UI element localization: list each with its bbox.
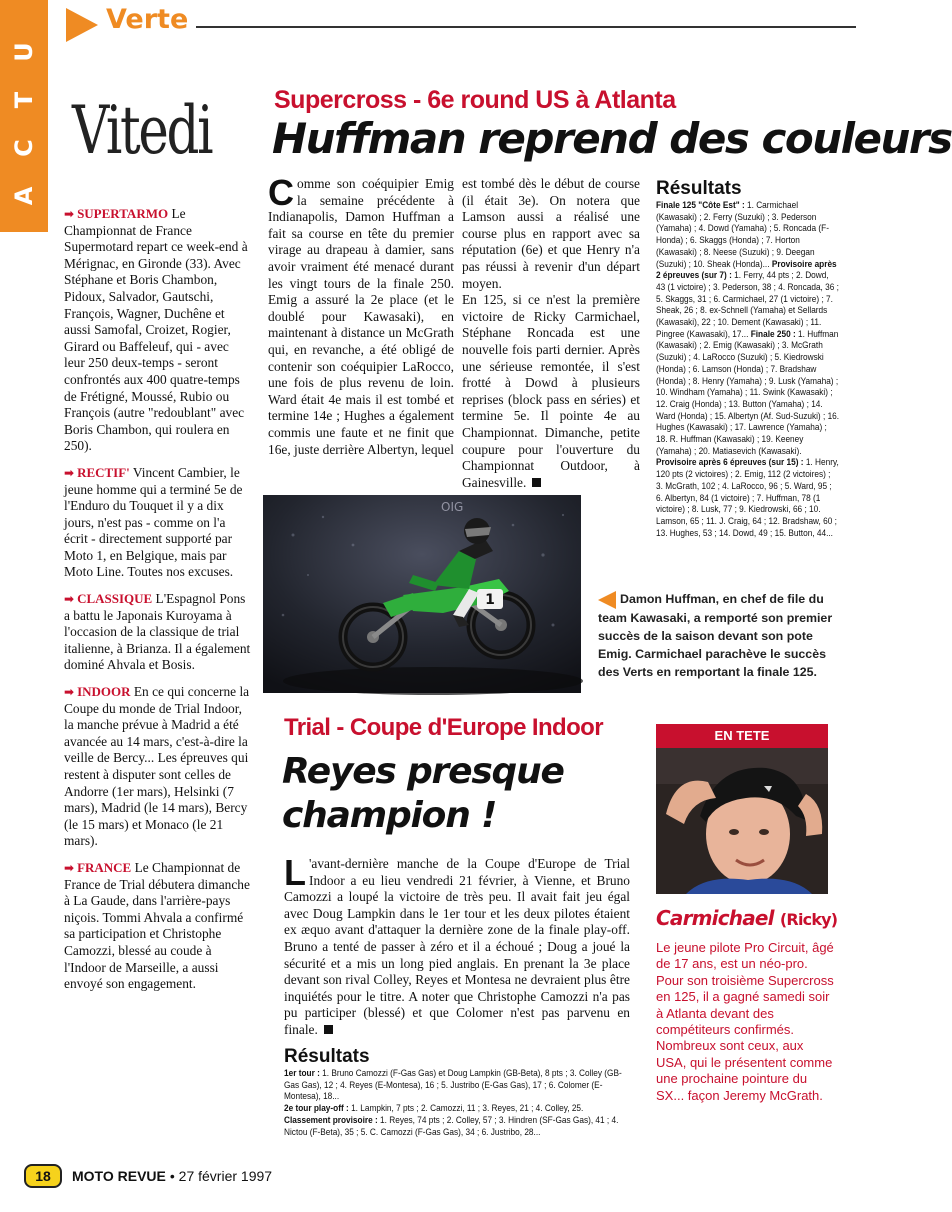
supercross-column-1: [268, 172, 454, 458]
end-mark-icon: [324, 1025, 333, 1034]
section-arrow-icon: [66, 8, 98, 42]
brief-item: [64, 591, 252, 674]
section-rule: [196, 26, 856, 28]
vitedi-briefs: [64, 206, 252, 1003]
brief-keyword: ➡ CLASSIQUE: [64, 591, 153, 607]
entete-label: EN TETE: [656, 724, 828, 748]
supercross-photo: [263, 495, 581, 693]
arrow-right-icon: ➡: [64, 685, 75, 700]
brief-keyword: ➡ RECTIF': [64, 464, 130, 480]
brief-keyword: ➡ SUPERTARMO: [64, 206, 169, 221]
brief-text: Vincent Cambier, le jeune homme qui a terminé 5e de l'Enduro du Touquet il y a dix jours, n'est pas - comme on l'a écrit - directement supporté par Moto 1, en Belgique, mais par Moto Line. Toutes nos excuses.: [64, 464, 243, 580]
side-letter: U: [10, 42, 38, 62]
article-paragraph: est tombé dès le début de course (il était 3e). On notera que Lamson aussi a réalisé une course plus en rapport avec sa réputation (6e) et que Henry n'a pas réussi à revenir d'un départ moyen.: [462, 176, 640, 291]
rider-portrait-illustration: [656, 724, 828, 894]
arrow-right-icon: ➡: [64, 465, 75, 480]
publication-date: • 27 février 1997: [169, 1168, 273, 1184]
section-side-bar: [0, 0, 48, 232]
supercross-headline: Huffman reprend des couleurs: [272, 114, 952, 163]
dropcap: L: [284, 852, 306, 893]
side-letter: A: [10, 186, 38, 206]
trial-headline: Reyes presque champion !: [282, 751, 564, 836]
brief-text: Le Championnat de France de Trial débutera dimanche à La Gaude, dans l'arrière-pays niçois. Tommi Ahvala a confirmé sa participation et Christophe Camozzi, blessé au coude à l'Indoor de Marseille, a aussi envoyé son engagement.: [64, 859, 250, 992]
arrow-right-icon: ➡: [64, 207, 75, 221]
vitedi-title: Vitedi: [72, 92, 212, 169]
article-text: omme son coéquipier Emig la semaine précédente à Indianapolis, Damon Huffman a fait sa course en tête du premier virage au drapeau à damier, sans avoir vraiment été menacé durant les vingt tours de la finale 250. Emig a assuré la 2e place (et le doublé pour Kawasaki), en maintenant à distance un McGrath qui, en revanche, a été obligé de contenir son coéquipier LaRocco, une fois de plus revenu de loin. Ward était 4e mais il est tombé et termine 14e ; Hughes a également commis une faute et ne finit que 16e, juste derrière Albertyn, lequel: [268, 176, 454, 457]
results-body: Finale 125 "Côte Est" : 1. Carmichael (Kawasaki) ; 2. Ferry (Suzuki) ; 3. Pederson (Yamaha) ; 4. Dowd (Yamaha) ; 5. Roncada (F-Honda) ; 6. Skaggs (Honda) ; 7. Horton (Kawasaki) ; 8. Neese (Suzuki) ; 9. Deegan (Suzuki) ; 10. Sheak (Honda)... Provisoire après 2 épreuves (sur 7) : 1. Ferry, 44 pts ; 2. Dowd, 43 (1 victoire) ; 3. Pederson, 38 ; 4. Roncada, 36 ; 5. Skaggs, 31 ; 6. Carmichael, 27 (1 victoire) ; 7. Sheak, 26 ; 8. ex-Schnell (Yamaha) et Sellards (Kawasaki), 22 ; 10. Dement (Kawasaki) ; 11. Pingree (Kawasaki), 17... Finale 250 : 1. Huffman (Kawasaki) ; 2. Emig (Kawasaki) ; 3. McGrath (Suzuki) ; 4. LaRocco (Suzuki) ; 5. Kiedrowski (Honda) ; 6. Lamson (Honda) ; 7. Bradshaw (Honda) ; 8. Henry (Yamaha) ; 9. Lusk (Yamaha) ; 10. Windham (Yamaha) ; 11. Swink (Kawasaki) ; 12. Craig (Honda) ; 13. Button (Yamaha) ; 14. Ward (Honda) ; 15. Albertyn (Af. Sud-Suzuki) ; 16. Hughes (Kawasaki) ; 17. Lawrence (Yamaha) ; 18. R. Huffman (Kawasaki) ; 19. Keeney (Yamaha) ; 20. Matiasevich (Kawasaki). Provisoire après 6 épreuves (sur 15) : 1. Henry, 120 pts (2 victoires) ; 2. Emig, 112 (2 victoires) ; 3. McGrath, 102 ; 4. LaRocco, 96 ; 5. Ward, 95 ; 6. Albertyn, 84 (1 victoire) ; 7. Huffman, 78 (1 victoire) ; 8. Lusk, 77 ; 9. Kiedrowski, 66 ; 10. Lamson, 65 ; 11. J. Craig, 64 ; 12. Bradshaw, 60 ; 13. Hughes, 53 ; 14. Dowd, 49 ; 15. Button, 44...: [656, 200, 840, 538]
arrow-right-icon: ➡: [64, 592, 75, 607]
page-number: 18: [24, 1164, 62, 1188]
brief-text: L'Espagnol Pons a battu le Japonais Kuroyama à l'occasion de la classique de trial italienne, à Brianza. Il a également dominé Ahvala et Bosis.: [64, 591, 251, 673]
side-letter: T: [10, 91, 38, 109]
results-body: 1er tour : 1. Bruno Camozzi (F-Gas Gas) et Doug Lampkin (GB-Beta), 8 pts ; 3. Colley (GB-Gas Gas), 12 ; 4. Reyes (E-Montesa), 16 ; 5. Justribo (E-Gas Gas), 17 ; 6. Colomer (E-Montesa), 18... 2e tour play-off : 1. Lampkin, 7 pts ; 2. Camozzi, 11 ; 3. Reyes, 21 ; 4. Colley, 25. Classement provisoire : 1. Reyes, 74 pts ; 2. Colley, 57 ; 3. Hindren (SF-Gas Gas), 41 ; 4. Nictou (F-Beta), 35 ; 5. C. Camozzi (F-Gas Gas), 34 ; 6. Justribo, 28...: [284, 1068, 622, 1137]
section-title: Verte: [106, 4, 189, 35]
trial-kicker: Trial - Coupe d'Europe Indoor: [284, 714, 603, 741]
brief-keyword: ➡ INDOOR: [64, 684, 131, 700]
motocross-rider-illustration: [263, 495, 581, 693]
entete-portrait: [656, 724, 828, 894]
brief-item: [64, 465, 252, 581]
trial-results: [284, 1046, 630, 1138]
end-mark-icon: [532, 478, 541, 487]
dropcap: C: [268, 172, 294, 213]
caption-arrow-icon: [598, 591, 616, 609]
side-letter: C: [10, 139, 38, 157]
bike-number: 1: [485, 592, 495, 608]
results-title: Résultats: [656, 178, 742, 199]
supercross-column-2: [462, 176, 640, 491]
publication-name: MOTO REVUE: [72, 1168, 166, 1184]
entete-name: Carmichael (Ricky): [656, 906, 838, 930]
brief-text: En ce qui concerne la Coupe du monde de Trial Indoor, la manche prévue à Madrid a été avancée au 14 mars, c'est-à-dire la veille de Bercy... Les épreuves qui restent à disputer sont celles de Andorre (1er mars), Helsinki (7 mars), Madrid (le 14 mars), Bercy (le 15 mars) et Monaco (le 21 mars).: [64, 684, 250, 849]
article-paragraph: En 125, si ce n'est la première victoire de Ricky Carmichael, Stéphane Roncada est une nouvelle fois parti dernier. Après une sérieuse remontée, il s'est frotté à Dowd à plusieurs reprises (block pass en séries) et termine 5e. Il pointe 4e au Championnat. Dimanche, petite coupure pour l'ouverture du Championnat Outdoor, à Gainesville.: [462, 292, 640, 490]
article-text: 'avant-dernière manche de la Coupe d'Europe de Trial Indoor a eu lieu vendredi 21 février, à Vienne, et Bruno Camozzi a loupé la victoire de très peu. Il avait fait jeu égal avec Doug Lampkin dans le 1er tour et les deux pilotes étaient ex æquo avant d'attaquer la dernière zone de la finale play-off. Bruno a tenté de passer à zéro et il a échoué ; Doug a joué la sécurité et a mis un long pied anglais. En prenant la 3e place devant son rival Colley, Reyes et Montesa ne devraient plus être inquiétés pour le titre. A noter que Christophe Camozzi n'a pas pu participer (blessé) et que Colomer n'est pas parvenu en finale.: [284, 856, 630, 1037]
brief-text: Le Championnat de France Supermotard repart ce week-end à Mérignac, en Gironde (33). Avec Stéphane et Boris Chambon, Pidoux, Salvador, Gautschi, François, Wagner, Duchêne et aussi Samofal, Croizet, Rogier, Girard ou Baffeleuf, qui - avec leur 250 deux-temps - seront confrontés aux 400 quatre-temps de Frétigné, Moussé, Rubio ou François (autre "redoublant" avec Boris Chambon, qui roulera en 250).: [64, 206, 248, 454]
entete-text: Le jeune pilote Pro Circuit, âgé de 17 ans, est un néo-pro. Pour son troisième Supercross en 125, il a gagné samedi soir à Atlanta devant des compétiteurs confirmés. Nombreux sont ceux, aux USA, qui le présentent comme une prochaine pointure du SX... façon Jeremy McGrath.: [656, 940, 834, 1103]
supercross-kicker: Supercross - 6e round US à Atlanta: [274, 86, 676, 114]
brief-keyword: ➡ FRANCE: [64, 859, 132, 875]
supercross-results: [656, 178, 840, 539]
brief-item: [64, 860, 252, 993]
supercross-photo-caption: Damon Huffman, en chef de file du team Kawasaki, a remporté son premier succès de la saison devant son pote Emig. Carmichael parachève le succès des Verts en remportant la finale 125.: [598, 592, 833, 679]
trial-article: [284, 852, 630, 1039]
arrow-right-icon: ➡: [64, 860, 75, 875]
results-title: Résultats: [284, 1046, 370, 1067]
brief-item: [64, 684, 252, 850]
page-footer: [24, 1164, 272, 1188]
brief-item: [64, 206, 252, 455]
photo-watermark: OIG: [441, 500, 464, 514]
